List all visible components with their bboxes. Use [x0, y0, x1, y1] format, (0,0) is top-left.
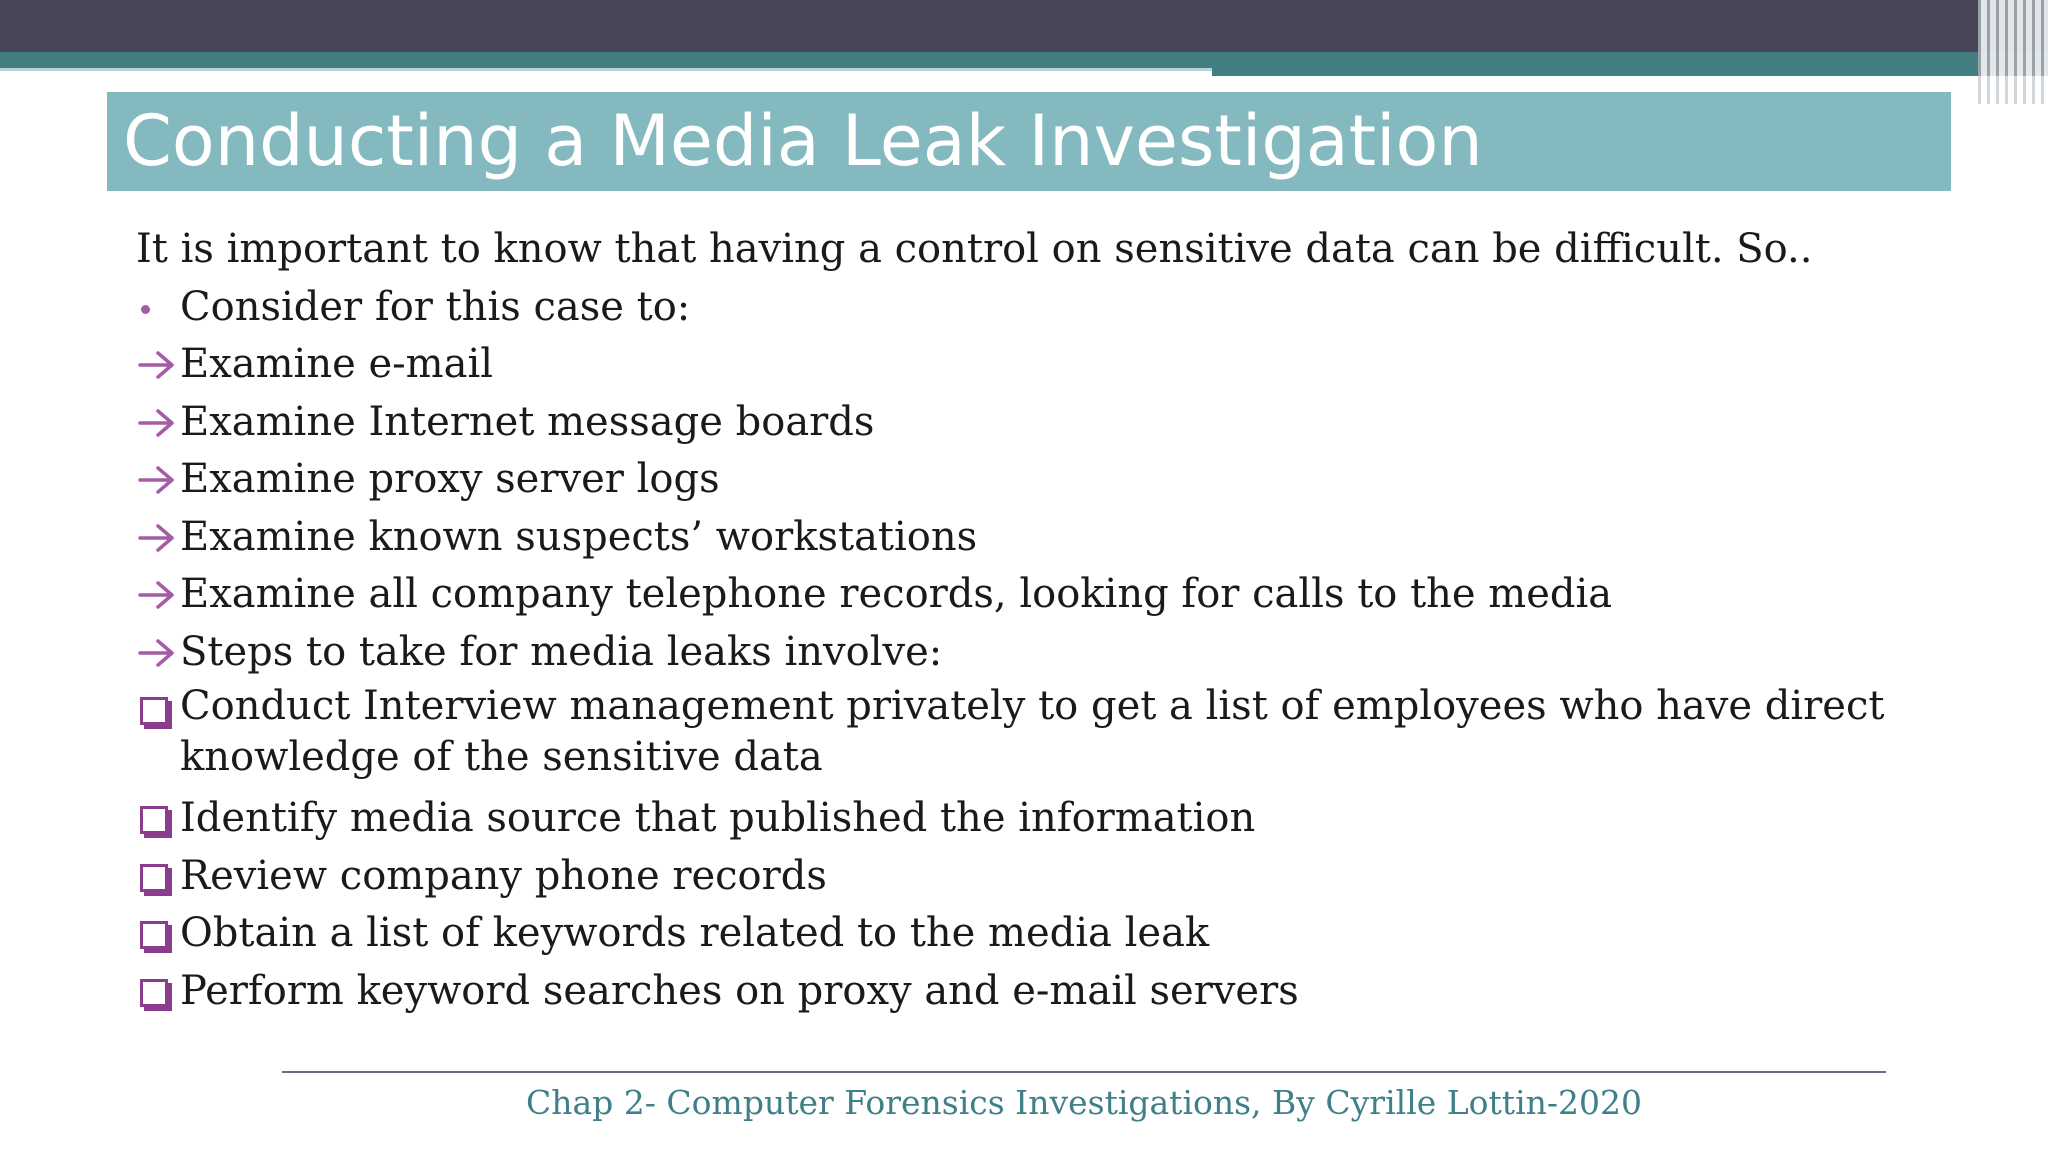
right-arrow-icon	[136, 624, 176, 682]
top-light-stripe-left	[0, 68, 1212, 91]
list-item	[136, 509, 1936, 567]
list-item	[136, 963, 1936, 1021]
list-item-text: Steps to take for media leaks involve:	[180, 628, 943, 675]
list-item	[136, 624, 1936, 682]
checkbox-square-icon	[136, 790, 176, 848]
list-item-text: Examine all company telephone records, looking for calls to the media	[180, 571, 1613, 617]
right-arrow-icon	[136, 566, 176, 624]
checkbox-square-icon	[136, 963, 176, 1021]
top-decorative-bar	[0, 0, 2048, 52]
list-item-text: Examine proxy server logs	[180, 456, 720, 502]
list-item	[136, 336, 1936, 394]
right-arrow-icon	[136, 336, 176, 394]
corner-decoration-dark	[1978, 0, 2048, 76]
intro-line	[136, 221, 1936, 279]
list-item	[136, 279, 1936, 337]
bullet-dot-icon	[136, 279, 176, 337]
slide-footer: Chap 2- Computer Forensics Investigations, By Cyrille Lottin-2020	[525, 1083, 1643, 1122]
list-item-text: Identify media source that published the information	[180, 795, 1256, 841]
list-item	[136, 848, 1936, 906]
list-item	[136, 681, 1936, 790]
list-item-text: Conduct Interview management privately to get a list of employees who have direct knowledge of the sensitive data	[180, 683, 1885, 780]
checkbox-square-icon	[136, 848, 176, 906]
list-item-text: Consider for this case to:	[180, 283, 691, 330]
slide-title: Conducting a Media Leak Investigation	[123, 100, 1483, 182]
checkbox-square-icon	[136, 905, 176, 963]
list-item-text: Obtain a list of keywords related to the media leak	[180, 910, 1210, 956]
list-item-text: Perform keyword searches on proxy and e-mail servers	[180, 967, 1299, 1014]
list-item-text: Examine known suspects’ workstations	[180, 513, 978, 560]
checkbox-square-icon	[136, 681, 176, 739]
intro-text: It is important to know that having a control on sensitive data can be difficult. So..	[136, 226, 1813, 272]
list-item	[136, 566, 1936, 624]
footer-divider	[282, 1071, 1886, 1073]
slide-content	[136, 221, 1936, 1020]
list-item	[136, 790, 1936, 848]
list-item	[136, 905, 1936, 963]
right-arrow-icon	[136, 394, 176, 452]
list-item-text: Examine e-mail	[180, 341, 494, 387]
list-item-text: Review company phone records	[180, 852, 827, 899]
list-item-text: Examine Internet message boards	[180, 398, 875, 445]
top-light-stripe-right	[1212, 76, 1896, 82]
right-arrow-icon	[136, 509, 176, 567]
right-arrow-icon	[136, 451, 176, 509]
list-item	[136, 394, 1936, 452]
list-item	[136, 451, 1936, 509]
